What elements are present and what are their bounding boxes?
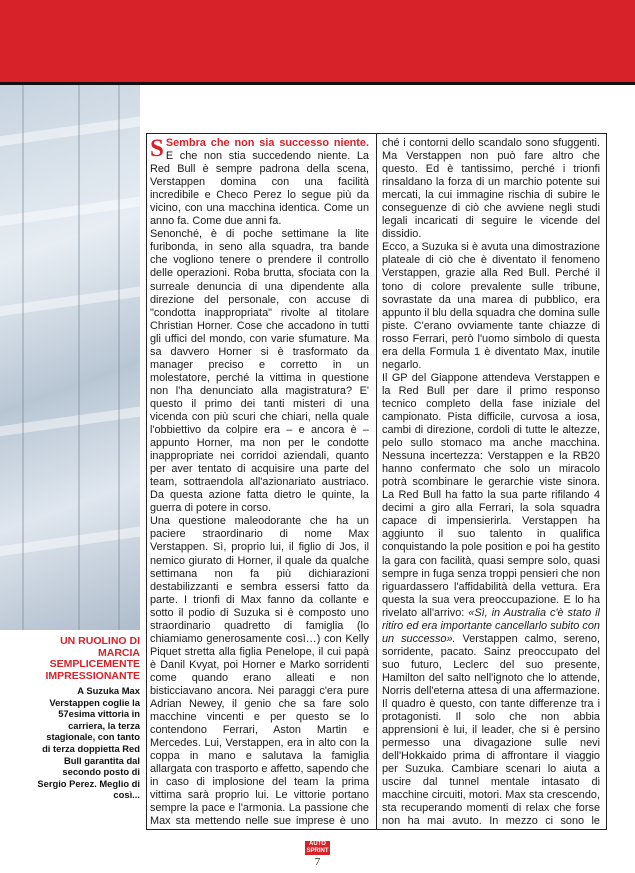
photo-line [78,85,80,630]
article-column-1 [150,137,373,827]
photo-line [118,85,120,630]
article-paragraph [382,372,600,827]
article-paragraph: ché i contorni dello scandalo sono sfuggenti. Ma Verstappen non può fare altro che questo. Ed è tantissimo, perché i trionfi rinsaldano la forza di un marchio potente sui mercati, la cui immagine rischia di subire le conseguenze di ciò che avviene negli studi legali incaricati di seguire le vicende del dissidio. [382,137,600,241]
logo-line1: AUTO [309,841,326,847]
photo-background [0,85,140,630]
top-rule [146,133,607,134]
article-lead: Sembra che non sia successo niente. [165,137,369,149]
photo-line [22,85,24,630]
article-column-2 [382,137,600,827]
column-rule-right [606,133,607,829]
article-paragraph: Ecco, a Suzuka si è avuta una dimostrazione plateale di ciò che è diventato il fenomeno Verstappen, grazie alla Red Bull. Perché il tono di colore prevalente sulle tribune, sovrastate da una marea di pubblico, era appunto il blu della squadra che domina sulle piste. C'erano ovviamente tante chiazze di rosso Ferrari, però l'uomo simbolo di questa era della Formula 1 è diventato Max, inutile negarlo. [382,241,600,371]
column-rule-left [146,133,147,829]
article-paragraph: Una questione maleodorante che ha un paciere straordinario di nome Max Verstappen. Sì, proprio lui, il figlio di Jos, il nemico giurato di Horner, il quale da qualche settimana non fa più dichiarazioni destabilizzanti e sembra essersi fatto da parte. I trionfi di Max fanno da collante e sotto il podio di Suzuka si è composto uno straordinario quadretto di famiglia (lo chiamiamo generosamente così…) con Kelly Piquet stretta alla figlia Penelope, il cui papà è Danil Kvyat, poi Horner e Marko sorridenti come quando erano alleati e non bisticciavano ancora. Nei paraggi c'era pure Adrian Newey, il genio che sa fare solo macchine vincenti e per questo se lo contendono Ferrari, Aston Martin e Mercedes. Lui, Verstappen, era in alto con la coppa in mano e salutava la famiglia allargata con trasporto e affetto, sapendo che in caso di implosione del team la prima vittima sarà proprio lui. Le vittorie portano sempre la pace e l'armonia. La passione che Max sta mettendo nelle sue imprese è uno [150,515,369,827]
article-paragraph [150,137,369,228]
article-paragraph: Senonché, è di poche settimane la lite furibonda, in seno alla squadra, tra bande che vogliono tenere o prendere il controllo delle operazioni. Roba brutta, sfociata con la surreale denuncia di una dipendente alla direzione del personale, con accuse di "condotta inappropriata" rivolte al titolare Christian Horner. Cose che accadono in tutti gli uffici del mondo, con varie sfumature. Ma sa davvero Horner si è trasformato da manager preciso e corretto in un molestatore, perché la vittima in questione non l'ha denunciato alla magistratura? E' questo il primo dei tanti misteri di una vicenda con più scuri che chiari, nella quale l'obbiettivo da colpire era – e ancora è – appunto Horner, ma non per le condotte inappropriate nei corridoi aziendali, quanto per aver tentato di acquisire una parte del team, sottraendola all'azionariato austriaco. Da questa azione fatta dietro le quinte, la guerra di potere in corso. [150,228,369,515]
autosprint-logo [305,841,330,855]
caption-title: UN RUOLINO DI MARCIA SEMPLICEMENTE IMPRESSIONANTE [45,635,140,682]
column-rule-middle [376,133,377,829]
page-number: 7 [314,856,321,868]
drop-cap: S [150,137,164,162]
article-text: E che non stia succedendo niente. La Red Bull è sempre padrona della scena, Verstappen domina con una facilità incredibile e Checo Perez lo segue più da vicino, con una macchina identica. Come un anno fa. Come due anni fa. [150,150,369,228]
article-text: Il GP del Giappone attendeva Verstappen e la Red Bull per dare il primo responso tecnico completo della fase iniziale del campionato. Pista difficile, curvosa a iosa, cambi di direzione, cordoli di tutte le altezze, pelo sullo stomaco ma anche macchina. Nessuna incertezza: Verstappen e la RB20 hanno confermato che solo un miracolo potrà scombinare le gerarchie viste sinora. La Red Bull ha fatto la sua parte rifilando 4 decimi a giro alla Ferrari, la sola squadra capace di impensierirla. Verstappen ha aggiunto il suo talento in qualifica conquistando la pole position e poi ha gestito la gara con facilità, quasi sempre solo, quasi sempre in fuga senza troppi pensieri che non riguardassero l'affidabilità della vettura. Era questa la sua vera preoccupazione. E lo ha rivelato all'arrivo: [382,371,600,619]
logo-line2: SPRINT [306,848,329,854]
verstappen-quote: «Sì, in Australia c'è stato il ritiro ed era importante cancellarlo subito con un successo». [382,606,600,645]
bottom-rule [146,829,607,830]
photo-caption [36,636,140,801]
article-text: Verstappen calmo, sereno, sorridente, pacato. Sainz preoccupato del suo futuro, Leclerc del suo presente, Hamilton del salto nell'ignoto che lo attende, Norris dell'eterna attesa di una affermazione. Il quadro è questo, con tante differenze tra i protagonisti. Il solo che non abbia apprensioni è lui, il leader, che si è persino permesso una divagazione sulle nevi dell'Hokkaido prima di affrontare il viaggio per Suzuka. Cambiare scenari lo aiuta a uscire dal tunnel mentale intasato di macchine circuiti, motori. Max sta crescendo, sta recuperando momenti di relax che forse non ha mai avuto. In mezzo ci sono le [382,632,600,827]
caption-body: A Suzuka Max Verstappen coglie la 57esima vittoria in carriera, la terza stagionale, con tanto di terza doppietta Red Bull garantita dal secondo posto di Sergio Perez. Meglio di così... [37,685,140,801]
header-red-band [0,0,635,82]
